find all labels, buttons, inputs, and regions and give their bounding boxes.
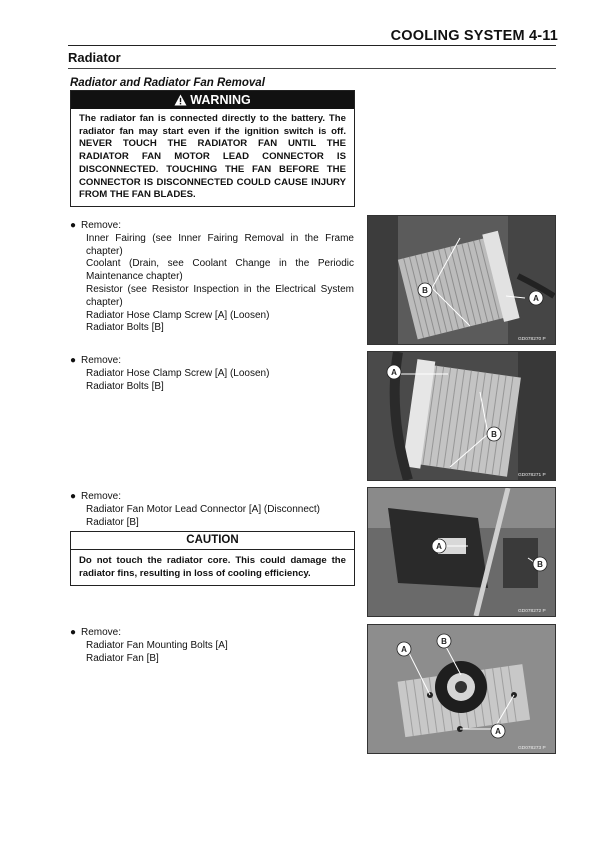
step-items bbox=[70, 640, 354, 666]
list-item: Radiator [B] bbox=[86, 516, 139, 528]
step-lead: Remove: bbox=[81, 491, 122, 502]
bullet-icon: ● bbox=[70, 220, 77, 231]
list-item: Radiator Hose Clamp Screw [A] (Loosen) bbox=[86, 367, 270, 379]
step-lead: Remove: bbox=[81, 627, 122, 638]
photo-label: A bbox=[533, 294, 539, 303]
step-3 bbox=[70, 491, 354, 529]
list-item: Radiator Bolts [B] bbox=[86, 380, 164, 392]
photo-label: A bbox=[401, 645, 407, 654]
caution-text: Do not touch the radiator core. This could damage the radiator fins, resulting in loss of cooling efficiency. bbox=[79, 555, 346, 579]
step-1 bbox=[70, 220, 354, 335]
header-rule bbox=[68, 45, 556, 46]
warning-box bbox=[70, 90, 355, 207]
bullet-icon: ● bbox=[70, 355, 77, 366]
list-item: Radiator Fan Motor Lead Connector [A] (Disconnect) bbox=[86, 503, 320, 515]
photo-label: B bbox=[537, 560, 543, 569]
section-rule bbox=[68, 68, 556, 69]
step-2 bbox=[70, 355, 354, 393]
photo-label: B bbox=[422, 286, 428, 295]
photo-label: B bbox=[491, 430, 497, 439]
photo-fan-connector bbox=[367, 487, 556, 617]
step-items bbox=[70, 368, 354, 394]
list-item: Resistor (see Resistor Inspection in the Electrical System chapter) bbox=[86, 283, 354, 308]
list-item: Coolant (Drain, see Coolant Change in the Periodic Maintenance chapter) bbox=[86, 258, 354, 283]
chapter-header: COOLING SYSTEM 4-11 bbox=[390, 28, 558, 44]
step-lead: Remove: bbox=[81, 220, 122, 231]
list-item: Radiator Hose Clamp Screw [A] (Loosen) bbox=[86, 309, 270, 321]
warning-triangle-icon bbox=[174, 94, 187, 106]
photo-label: A bbox=[436, 542, 442, 551]
photo-code: GD078273 P bbox=[518, 746, 546, 751]
list-item: Radiator Bolts [B] bbox=[86, 322, 164, 334]
step-lead: Remove: bbox=[81, 355, 122, 366]
warning-header bbox=[71, 91, 354, 109]
list-item: Radiator Fan [B] bbox=[86, 652, 159, 664]
step-items bbox=[70, 504, 354, 530]
caution-heading: CAUTION bbox=[71, 532, 354, 550]
photo-radiator-installed bbox=[367, 215, 556, 345]
warning-heading: WARNING bbox=[190, 93, 251, 107]
section-title: Radiator bbox=[68, 50, 121, 65]
bullet-icon: ● bbox=[70, 491, 77, 502]
photo-code: GD078272 P bbox=[518, 609, 546, 614]
subsection-title: Radiator and Radiator Fan Removal bbox=[70, 77, 265, 89]
caution-box bbox=[70, 531, 355, 586]
bullet-icon: ● bbox=[70, 627, 77, 638]
warning-text: The radiator fan is connected directly to the battery. The radiator fan may start even if the ignition switch is off. NEVER TOUCH THE RADIATOR FAN UNTIL THE RADIATOR FAN MOTOR LEAD CONNECTOR IS DISCONNECTED. TOUCHING THE FAN BEFORE THE CONNECTOR IS DISCONNECTED COULD CAUSE INJURY FROM THE FAN BLADES. bbox=[79, 113, 346, 201]
step-items bbox=[70, 233, 354, 335]
step-4 bbox=[70, 627, 354, 665]
photo-code: GD078271 P bbox=[518, 473, 546, 478]
photo-label: A bbox=[495, 727, 501, 736]
photo-radiator-closeup bbox=[367, 351, 556, 481]
photo-code: GD078270 P bbox=[518, 337, 546, 342]
list-item: Inner Fairing (see Inner Fairing Removal in the Frame chapter) bbox=[86, 232, 354, 257]
list-item: Radiator Fan Mounting Bolts [A] bbox=[86, 639, 228, 651]
photo-fan-removed bbox=[367, 624, 556, 754]
photo-label: B bbox=[441, 637, 447, 646]
photo-label: A bbox=[391, 368, 397, 377]
